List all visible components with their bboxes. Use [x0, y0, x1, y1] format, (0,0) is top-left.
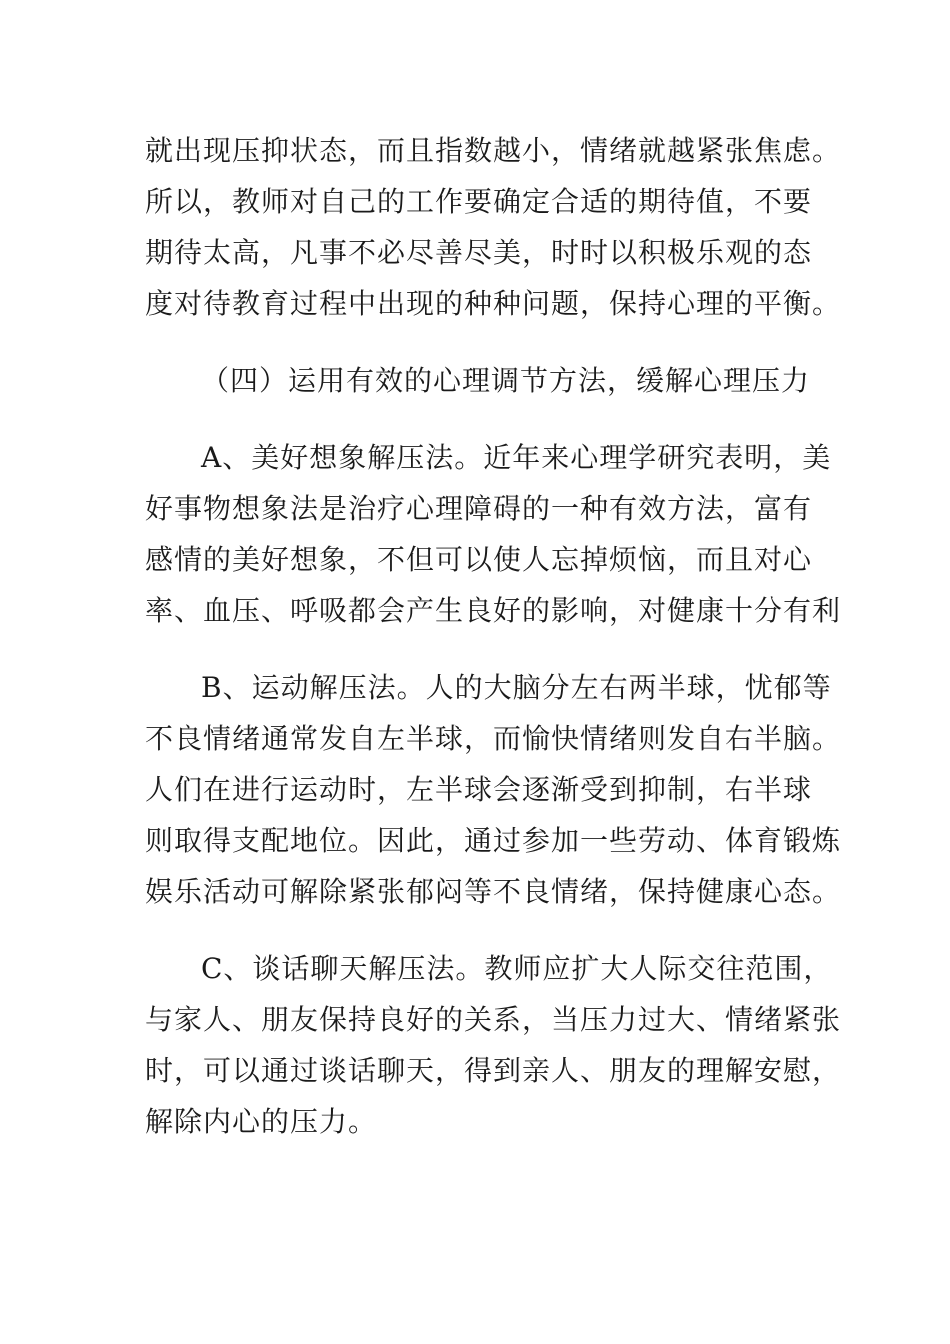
text-line: 解除内心的压力。 — [145, 1105, 378, 1138]
paragraph-method-c — [145, 943, 842, 1147]
paragraph-method-a — [145, 432, 842, 636]
text-line: 度对待教育过程中出现的种种问题，保持心理的平衡。 — [145, 287, 842, 320]
text-line: 娱乐活动可解除紧张郁闷等不良情绪，保持健康心态。 — [145, 875, 842, 908]
text-line: 感情的美好想象，不但可以使人忘掉烦恼，而且对心 — [145, 543, 813, 576]
text-line: 与家人、朋友保持良好的关系，当压力过大、情绪紧张 — [145, 1003, 842, 1036]
text-line: 就出现压抑状态，而且指数越小，情绪就越紧张焦虑。 — [145, 134, 842, 167]
text-line: 不良情绪通常发自左半球，而愉快情绪则发自右半脑。 — [145, 722, 842, 755]
heading-line: （四）运用有效的心理调节方法，缓解心理压力 — [201, 364, 811, 397]
paragraph-spacer — [145, 406, 815, 432]
paragraph-spacer — [145, 917, 815, 943]
document-body — [145, 125, 842, 1147]
text-line: B、运动解压法。人的大脑分左右两半球，忧郁等 — [201, 671, 832, 704]
paragraph-spacer — [145, 329, 815, 355]
text-line: 率、血压、呼吸都会产生良好的影响，对健康十分有利 — [145, 594, 842, 627]
text-line: 期待太高，凡事不必尽善尽美，时时以积极乐观的态 — [145, 236, 813, 269]
text-line: C、谈话聊天解压法。教师应扩大人际交往范围， — [201, 952, 833, 985]
text-line: A、美好想象解压法。近年来心理学研究表明，美 — [201, 441, 832, 474]
paragraph-method-b — [145, 662, 842, 917]
paragraph-spacer — [145, 636, 815, 662]
paragraph-continuation — [145, 125, 842, 329]
section-heading — [145, 355, 815, 406]
text-line: 则取得支配地位。因此，通过参加一些劳动、体育锻炼 — [145, 824, 842, 857]
text-line: 人们在进行运动时，左半球会逐渐受到抑制，右半球 — [145, 773, 813, 806]
text-line: 所以，教师对自己的工作要确定合适的期待值，不要 — [145, 185, 813, 218]
text-line: 时，可以通过谈话聊天，得到亲人、朋友的理解安慰， — [145, 1054, 842, 1087]
text-line: 好事物想象法是治疗心理障碍的一种有效方法，富有 — [145, 492, 813, 525]
